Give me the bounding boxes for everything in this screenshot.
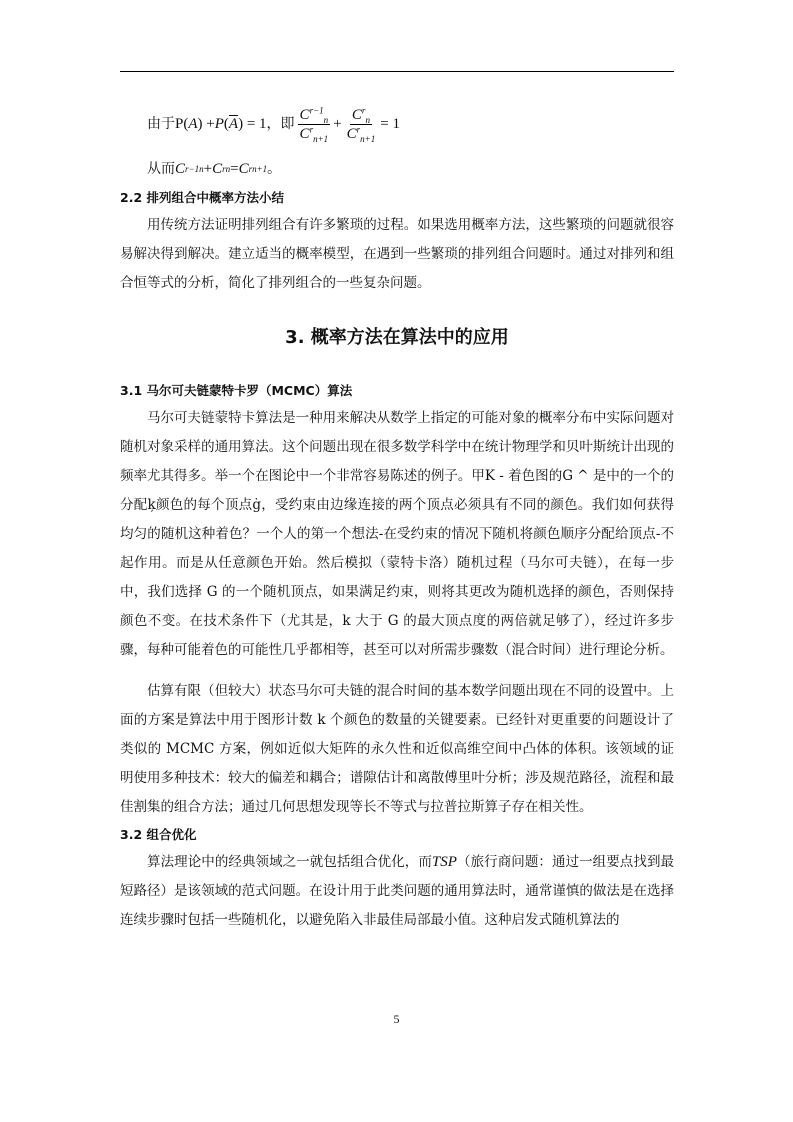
- fraction-2: $\frac{C^r_n}{C^r_{n+1}}$: [346, 104, 376, 144]
- header-rule: [120, 71, 674, 72]
- chapter-title: 3. 概率方法在算法中的应用: [285, 327, 509, 348]
- paragraph-3-1-a: 马尔可夫链蒙特卡算法是一种用来解决从数学上指定的可能对象的概率分布中实际问题对随机对象采样的通用算法。这个问题出现在很多数学科学中在统计物理学和贝叶斯统计出现的频率尤其得多。举一个在图论中一个非常容易陈述的例子。甲K - 着色图的G ^ 是中的一个的分配ķ颜色的每个顶点ġ，受约束由边缘连接的两个顶点必须具有不同的颜色。我们如何获得均匀的随机这种着色？一个人的第一个想法-在受约束的情况下随机将颜色顺序分配给顶点-不起作用。而是从任意颜色开始。然后模拟（蒙特卡洛）随机过程（马尔可夫链），在每一步中，我们选择 G 的一个随机顶点，如果满足约束，则将其更改为随机选择的颜色，否则保持颜色不变。在技术条件下（尤其是，k 大于 G 的最大顶点度的两倍就足够了），经过许多步骤，每种可能着色的可能性几乎都相等，甚至可以对所需步骤数（混合时间）进行理论分析。: [120, 410, 674, 658]
- section-heading-3-1: 3.1 马尔可夫链蒙特卡罗（MCMC）算法: [120, 383, 353, 398]
- section-heading-2-2: 2.2 排列组合中概率方法小结: [120, 190, 284, 205]
- paragraph-2-2: 用传统方法证明排列组合有许多繁琐的过程。如果选用概率方法，这些繁琐的问题就很容易解决得到解决。建立适当的概率模型，在遇到一些繁琐的排列组合问题时。通过对排列和组合恒等式的分析，简化了排列组合的一些复杂问题。: [120, 217, 674, 291]
- formula-pascal-identity: 从而 C r−1 n + C r n = C r n+1 。: [120, 153, 674, 185]
- page-number: 5: [393, 1012, 400, 1026]
- tsp-term: TSP: [431, 854, 457, 870]
- formula-connector: ，即: [266, 115, 295, 132]
- paragraph-3-1-b: 估算有限（但较大）状态马尔可夫链的混合时间的基本数学问题出现在不同的设置中。上面的方案是算法中用于图形计数 k 个颜色的数量的关键要素。已经针对更重要的问题设计了类似的 MCMC 方案，例如近似大矩阵的永久性和近似高维空间中凸体的体积。该领域的证明使用多种技术：较大的偏差和耦合；谱隙估计和离散傅里叶分析；涉及规范路径，流程和最佳割集的组合方法；通过几何思想发现等长不等式与拉普拉斯算子存在相关性。: [120, 683, 674, 815]
- formula-complement-probability: 由于 P( A ) + P ( $\overline{A}$ ) = 1 ，即 $\frac{C^{r-1}_n}{C^r_{n+1}}$ + $\frac{C^r_n}{C^r_{n+1}}$ = 1: [147, 104, 400, 144]
- fraction-1: $\frac{C^{r-1}_n}{C^r_{n+1}}$: [299, 104, 329, 144]
- page-content: [120, 90, 674, 935]
- paragraph-3-2: 算法理论中的经典领域之一就包括组合优化，而TSP（旅行商问题：通过一组要点找到最短路径）是该领域的范式问题。在设计用于此类问题的通用算法时，通常谨慎的做法是在选择连续步骤时包括一些随机化，以避免陷入非最佳局部最小值。这种启发式随机算法的: [120, 854, 675, 928]
- formula-prefix: 从而: [147, 160, 175, 177]
- formula-prefix: 由于: [147, 115, 175, 132]
- section-heading-3-2: 3.2 组合优化: [120, 827, 197, 842]
- complement-event: $\overline{A}$: [228, 115, 239, 132]
